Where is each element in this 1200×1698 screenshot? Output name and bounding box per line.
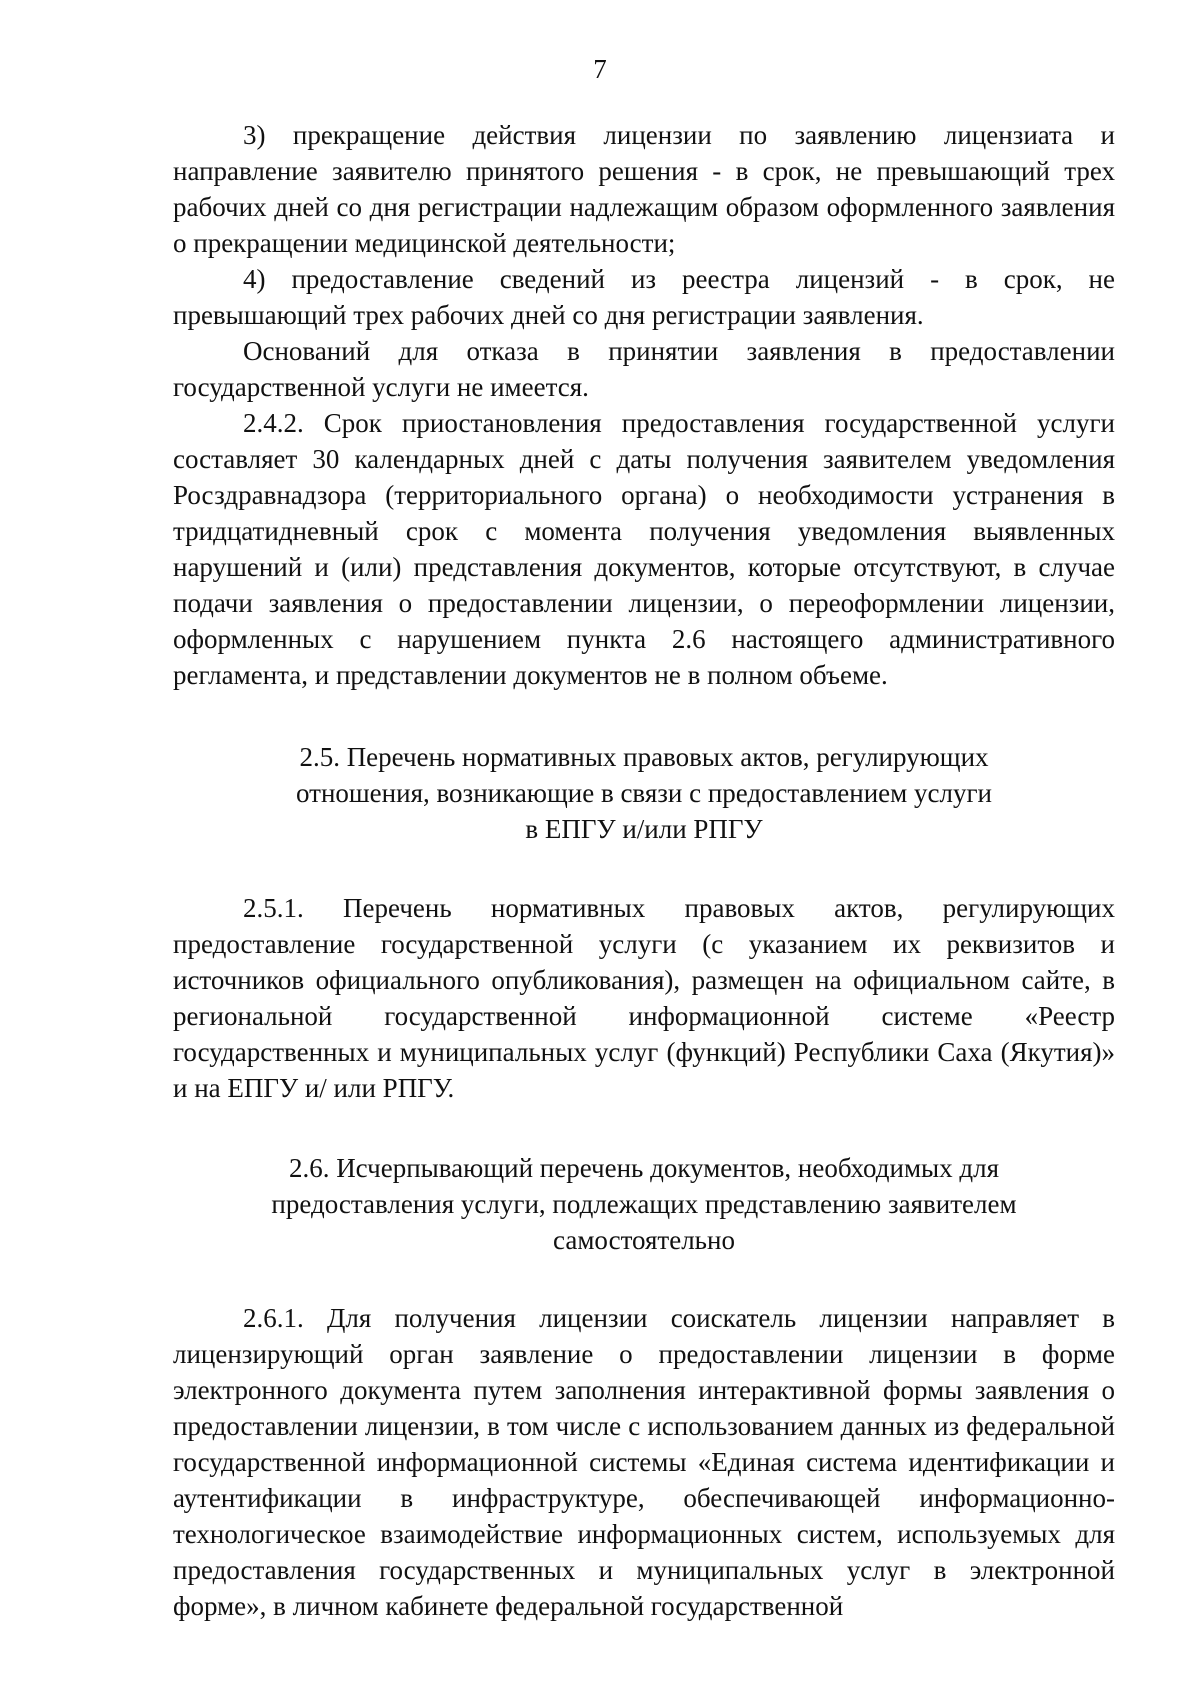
paragraph-2-6-1: 2.6.1. Для получения лицензии соискатель лицензии направляет в лицензирующий орган заявление о предоставлении лицензии в форме электронного документа путем заполнения интерактивной формы заявления о предоставлении лицензии, в том числе с использованием данных из федеральной государственной информационной системы «Единая система идентификации и аутентификации в инфраструктуре, обеспечивающей информационно-технологическое взаимодействие информационных систем, используемых для предоставления государственных и муниципальных услуг в электронной форме», в личном кабинете федеральной государственной xyxy=(173,1303,1115,1621)
section-heading-2-6 xyxy=(173,1150,1115,1258)
heading-line: в ЕПГУ и/или РПГУ xyxy=(525,814,763,844)
paragraph-2-5-1: 2.5.1. Перечень нормативных правовых актов, регулирующих предоставление государственной услуги (с указанием их реквизитов и источников официального опубликования), размещен на официальном сайте, в региональной государственной информационной системе «Реестр государственных и муниципальных услуг (функций) Республики Саха (Якутия)» и на ЕПГУ и/ или РПГУ. xyxy=(173,893,1115,1103)
page-number: 7 xyxy=(593,54,607,84)
paragraph-no-refusal-grounds: Оснований для отказа в принятии заявления в предоставлении государственной услуги не имеется. xyxy=(173,336,1115,402)
paragraph-item-3: 3) прекращение действия лицензии по заявлению лицензиата и направление заявителю принятого решения - в срок, не превышающий трех рабочих дней со дня регистрации надлежащим образом оформленного заявления о прекращении медицинской деятельности; xyxy=(173,120,1115,258)
heading-line: отношения, возникающие в связи с предоставлением услуги xyxy=(296,778,992,808)
document-body xyxy=(173,117,1115,1624)
heading-line: 2.6. Исчерпывающий перечень документов, необходимых для xyxy=(288,1153,1000,1183)
heading-line: самостоятельно xyxy=(553,1225,735,1255)
paragraph-2-4-2: 2.4.2. Срок приостановления предоставления государственной услуги составляет 30 календарных дней с даты получения заявителем уведомления Росздравнадзора (территориального органа) о необходимости устранения в тридцатидневный срок с момента получения уведомления выявленных нарушений и (или) представления документов, которые отсутствуют, в случае подачи заявления о предоставлении лицензии, о переоформлении лицензии, оформленных с нарушением пункта 2.6 настоящего административного регламента, и представлении документов не в полном объеме. xyxy=(173,408,1115,690)
paragraph-item-4: 4) предоставление сведений из реестра лицензий - в срок, не превышающий трех рабочих дней со дня регистрации заявления. xyxy=(173,264,1115,330)
heading-line: 2.5. Перечень нормативных правовых актов, регулирующих xyxy=(299,742,989,772)
section-heading-2-5 xyxy=(173,739,1115,847)
heading-line: предоставления услуги, подлежащих представлению заявителем xyxy=(271,1189,1017,1219)
